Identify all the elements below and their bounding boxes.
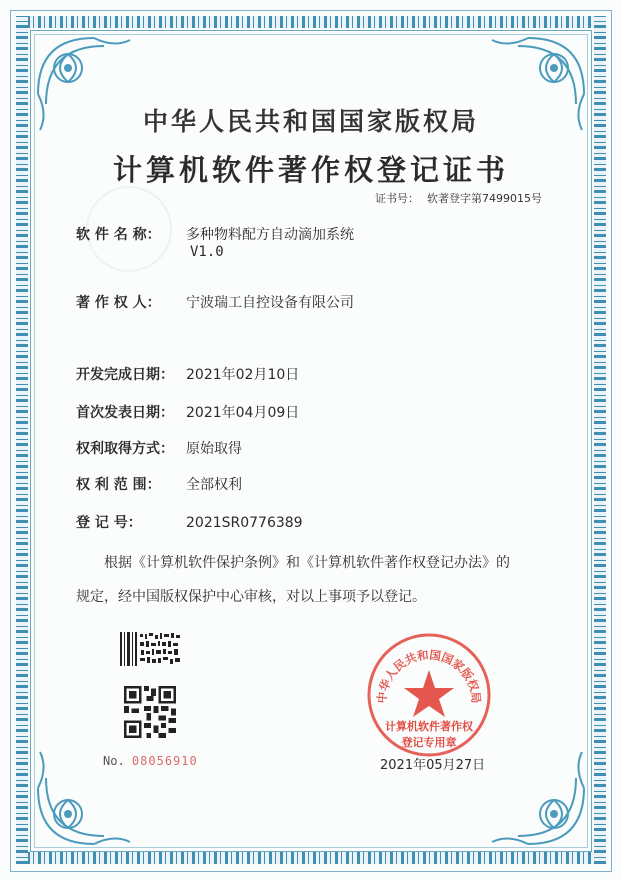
statement-line-1 <box>76 546 556 580</box>
greek-key-border-bottom <box>16 852 606 864</box>
seal-arc-text: 中华人民共和国国家版权局 <box>374 647 484 704</box>
field-value: 原始取得 <box>186 441 242 457</box>
field-value: 宁波瑞工自控设备有限公司 <box>186 295 354 311</box>
field-label: 软 件 名 称： <box>76 227 161 243</box>
field-label: 权利取得方式： <box>76 441 174 457</box>
certificate-number-label: 证书号： <box>375 192 419 205</box>
field-value: 2021SR0776389 <box>186 515 303 531</box>
field-registration-number <box>76 512 303 532</box>
statement-text-1: 根据《计算机软件保护条例》和《计算机软件著作权登记办法》的 <box>104 555 510 571</box>
certification-statement <box>76 546 556 614</box>
field-label: 首次发表日期： <box>76 405 174 421</box>
serial-number <box>103 754 198 768</box>
certificate-number-value: 软著登字第7499015号 <box>427 192 542 205</box>
field-value: 多种物料配方自动滴加系统 <box>186 227 354 243</box>
field-software-version: V1.0 <box>190 244 224 260</box>
seal-line-2: 登记专用章 <box>401 736 457 749</box>
field-development-date <box>76 364 299 384</box>
field-value: 2021年04月09日 <box>186 405 300 421</box>
field-label: 权 利 范 围： <box>76 477 161 493</box>
greek-key-border-left <box>16 16 28 864</box>
barcode <box>120 632 182 666</box>
serial-number-label: No. <box>103 754 125 768</box>
seal-line-1: 计算机软件著作权 <box>385 720 473 733</box>
greek-key-border-right <box>594 16 606 864</box>
certificate-number <box>367 190 542 206</box>
field-rights-scope <box>76 474 242 494</box>
issuing-authority: 中华人民共和国国家版权局 <box>142 107 479 136</box>
qr-code <box>124 686 176 738</box>
serial-number-value: 08056910 <box>131 754 198 768</box>
field-publication-date <box>76 402 299 422</box>
field-value: 全部权利 <box>186 477 242 493</box>
field-software-name <box>76 224 354 244</box>
field-label: 开发完成日期： <box>76 367 174 383</box>
field-value: 2021年02月10日 <box>186 367 300 383</box>
corner-ornament-bottom-right <box>478 738 588 848</box>
field-acquisition-method <box>76 438 242 458</box>
certificate-title: 计算机软件著作权登记证书 <box>112 153 509 187</box>
field-label: 登 记 号： <box>76 515 142 531</box>
field-label: 著 作 权 人： <box>76 295 161 311</box>
statement-line-2: 规定，经中国版权保护中心审核，对以上事项予以登记。 <box>76 589 426 605</box>
greek-key-border-top <box>16 16 606 28</box>
field-copyright-owner <box>76 292 354 312</box>
issue-date: 2021年05月27日 <box>380 758 486 773</box>
